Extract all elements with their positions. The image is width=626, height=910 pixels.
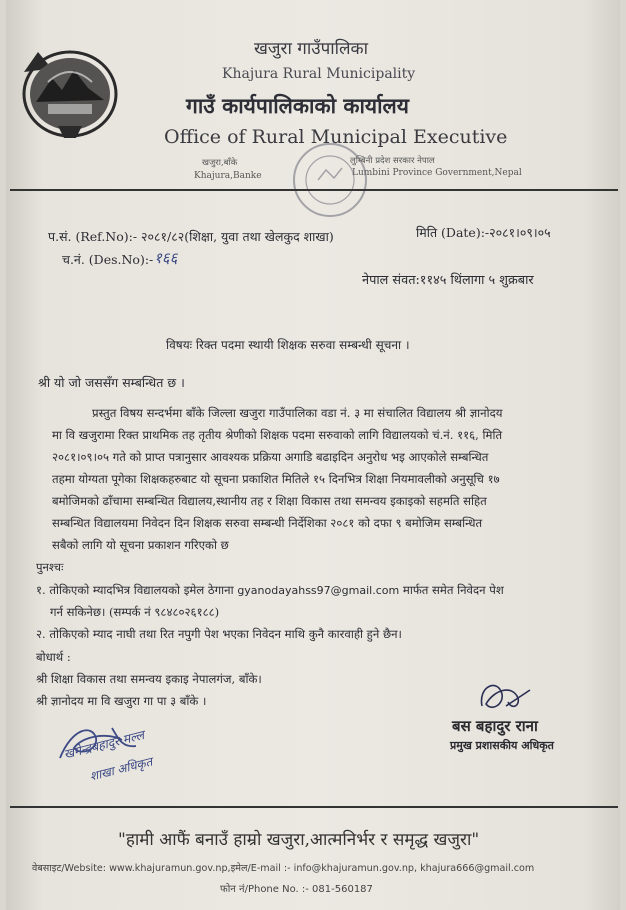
municipality-emblem-icon	[18, 42, 122, 142]
item1-text-a: १. तोकिएको म्यादभित्र विद्यालयको इमेल ठेगाना	[36, 583, 234, 597]
body-line: मा वि खजुरामा रिक्त प्राथमिक तह तृतीय श्रेणीको शिक्षक पदमा सरुवाको लागि विद्यालयको चं.नं. ११६, मिति	[52, 428, 503, 442]
exec-office-en: Office of Rural Municipal Executive	[164, 126, 508, 148]
letter-sheet	[6, 0, 620, 910]
subject-line: विषयः रिक्त पदमा स्थायी शिक्षक सरुवा सम्बन्धी सूचना ।	[166, 338, 410, 352]
signatory-right-name: बस बहादुर राना	[452, 717, 538, 735]
body-line: तहमा योग्यता पूगेका शिक्षकहरुबाट यो सूचना प्रकाशित मितिले १५ दिनभित्र शिक्षा नियमावलीको अनुसूचि १७	[52, 472, 500, 486]
office-seal-icon	[288, 140, 372, 220]
body-line: प्रस्तुत विषय सन्दर्भमा बाँके जिल्ला खजुरा गाउँपालिका वडा नं. ३ मा संचालित विद्यालय श्री ज्ञानोदय	[92, 406, 503, 420]
punascha-item-1-cont: गर्न सकिनेछ। (सम्पर्क नं ९८४८०२६१८८)	[50, 605, 220, 619]
signature-right-icon	[472, 676, 536, 720]
bodharth-line-1: श्री शिक्षा विकास तथा समन्वय इकाइ नेपालगंज, बाँके।	[36, 672, 262, 686]
punascha-item-2: २. तोकिएको म्याद नाघी तथा रित नपुगी पेश भएका निवेदन माथि कुनै कारवाही हुने छैन।	[36, 627, 402, 641]
ref-number: प.सं. (Ref.No):- २०८१/८२(शिक्षा, युवा तथा खेलकुद शाखा)	[48, 229, 334, 244]
punascha-label: पुनश्चः	[36, 560, 64, 574]
salutation: श्री यो जो जससँग सम्बन्धित छ ।	[38, 375, 185, 390]
item1-text-b: मार्फत समेत निवेदन पेश	[402, 583, 504, 597]
body-line: २०८१।०९।०५ गते को प्राप्त पत्रानुसार आवश्यक प्रक्रिया अगाडि बढाइदिन अनुरोध भइ आएकोले सम्बन्धित	[52, 450, 489, 464]
signatory-left-name: खगेन्द्रबहादुर मल्ल	[62, 727, 146, 762]
signatory-right-title: प्रमुख प्रशासकीय अधिकृत	[450, 739, 554, 752]
school-email: gyanodayahss97@gmail.com	[237, 584, 400, 597]
nepal-samvat-date: नेपाल संवत:११४५ थिंलागा ५ शुक्रबार	[362, 273, 534, 288]
footer-slogan: "हामी आफैं बनाउँ हाम्रो खजुरा,आत्मनिर्भर र समृद्ध खजुरा"	[118, 830, 480, 850]
bodharth-line-2: श्री ज्ञानोदय मा वि खजुरा गा पा ३ बाँके ।	[36, 694, 207, 708]
punascha-item-1	[36, 583, 504, 598]
letter-date: मिति (Date):-२०८१।०९।०५	[416, 225, 551, 240]
exec-office-np: गाउँ कार्यपालिकाको कार्यालय	[186, 93, 409, 118]
province-en: Lumbini Province Government,Nepal	[352, 168, 522, 178]
body-line: सम्बन्धित विद्यालयमा निवेदन दिन शिक्षक सरुवा सम्बन्धी निर्देशिका २०८१ को दफा ९ बमोजिम सम्बन्धित	[52, 516, 483, 530]
body-paragraph	[52, 402, 502, 556]
office-name-en: Khajura Rural Municipality	[222, 66, 416, 82]
location-np: खजुरा,बाँके	[202, 158, 238, 168]
bodharth-label: बोधार्थ :	[36, 650, 71, 664]
footer-website: वेबसाइट/Website: www.khajuramun.gov.np,इमेल/E-mail :- info@khajuramun.gov.np, khajura666@gmail.com	[32, 863, 535, 874]
location-en: Khajura,Banke	[194, 171, 262, 181]
header-divider	[10, 189, 618, 191]
footer-phone: फोन नं/Phone No. :- 081-560187	[220, 884, 373, 895]
body-line: सबैको लागि यो सूचना प्रकाशन गरिएको छ	[52, 538, 229, 552]
body-line: बमोजिमको ढाँचामा सम्बन्धित विद्यालय,स्थानीय तह र शिक्षा विकास तथा समन्वय इकाइको सहमति सहित	[52, 494, 487, 508]
signatory-left-title: शाखा अधिकृत	[88, 754, 154, 784]
des-number-label: च.नं. (Des.No):-	[62, 252, 154, 267]
des-number-handwritten: १६६	[154, 249, 178, 267]
office-name-np: खजुरा गाउँपालिका	[254, 39, 369, 59]
province-np: लुम्बिनी प्रदेश सरकार नेपाल	[350, 156, 435, 166]
footer-divider	[10, 806, 618, 808]
